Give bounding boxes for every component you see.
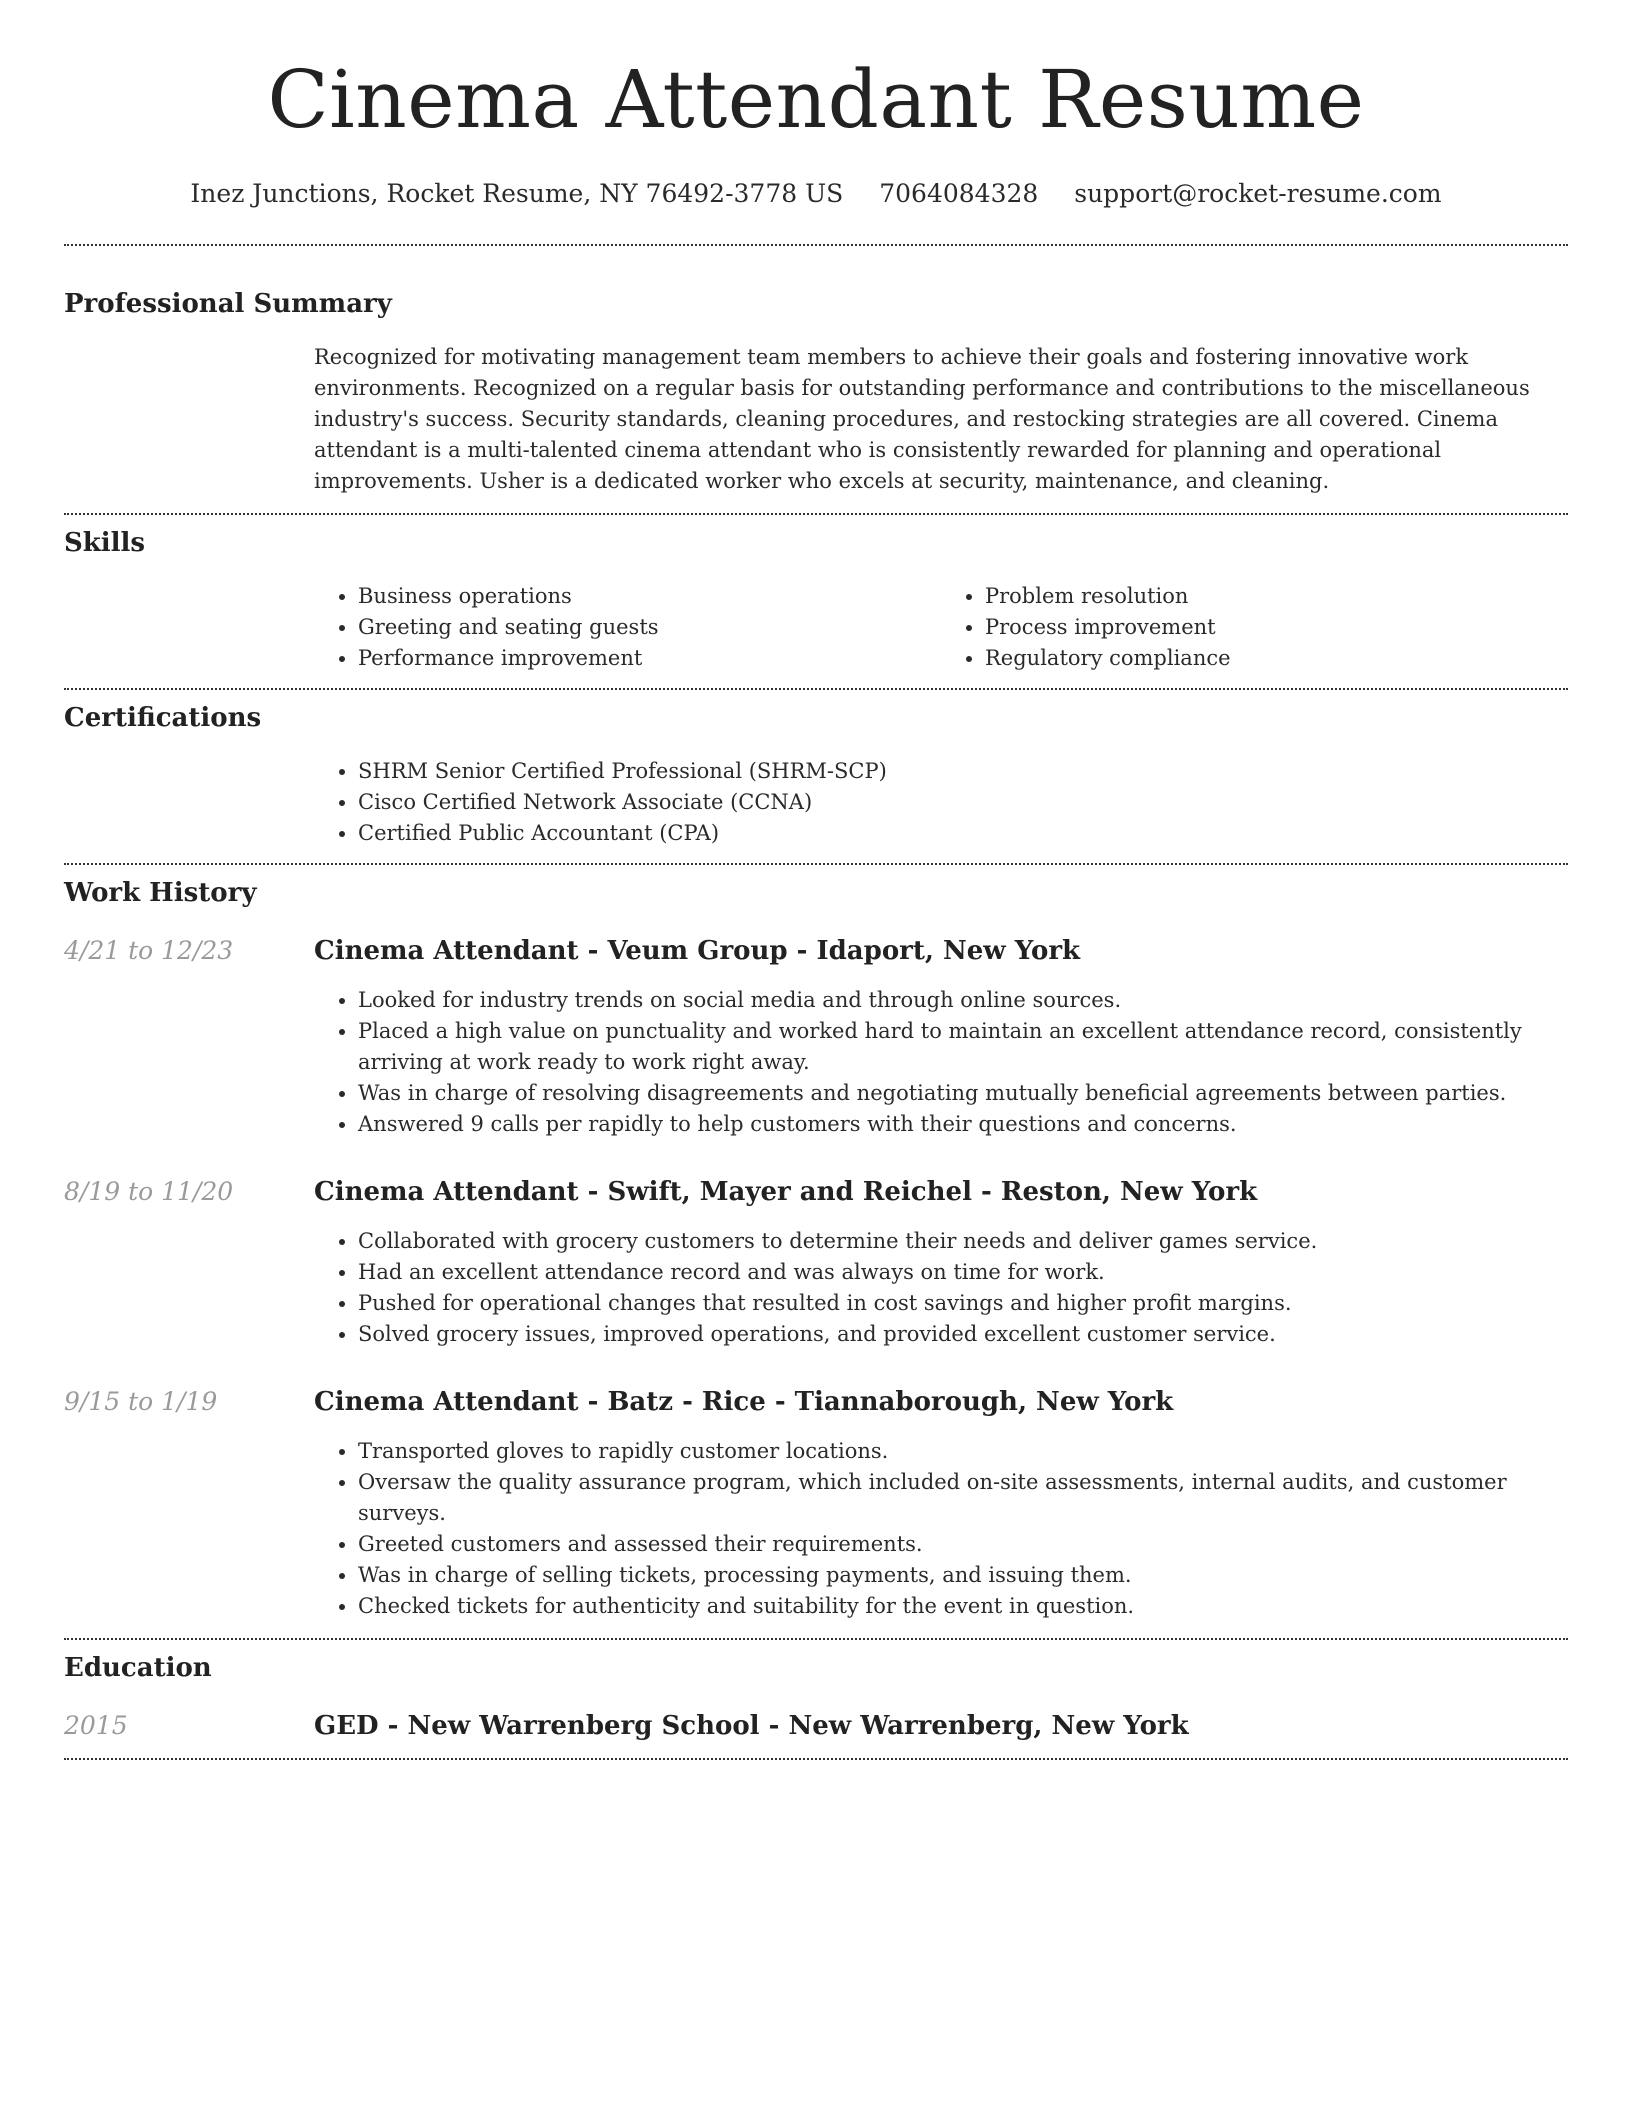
list-item: • Cisco Certified Network Associate (CCNA) [358,787,1568,818]
list-item: • Collaborated with grocery customers to determine their needs and deliver games service. [358,1226,1568,1257]
job-bullets [314,985,1568,1140]
list-item: • Placed a high value on punctuality and worked hard to maintain an excellent attendance record, consistently arriving at work ready to work right away. [358,1016,1568,1078]
list-item: • Was in charge of selling tickets, processing payments, and issuing them. [358,1560,1568,1591]
job-dates: 4/21 to 12/23 [64,936,234,965]
list-item: • Answered 9 calls per rapidly to help customers with their questions and concerns. [358,1109,1568,1140]
list-item: • Greeting and seating guests [358,612,941,643]
skills-list-left [314,581,941,674]
work-history-heading: Work History [64,878,257,908]
resume-title: Cinema Attendant Resume [267,53,1365,146]
job-entry [64,1386,1568,1622]
list-item: • Solved grocery issues, improved operations, and provided excellent customer service. [358,1319,1568,1350]
skills-list-right [941,581,1568,674]
list-item: • Process improvement [985,612,1568,643]
list-item: • Regulatory compliance [985,643,1568,674]
list-item: • Certified Public Accountant (CPA) [358,818,1568,849]
skills-heading: Skills [64,528,146,558]
list-item: • Looked for industry trends on social media and through online sources. [358,985,1568,1016]
contact-phone: 7064084328 [879,179,1039,208]
summary-spacer [64,342,314,497]
job-bullets [314,1226,1568,1350]
job-entry [64,1176,1568,1350]
summary-section [64,246,1568,497]
job-title: Cinema Attendant - Batz - Rice - Tiannaborough, New York [314,1387,1174,1417]
education-entry: GED - New Warrenberg School - New Warrenberg, New York [314,1711,1189,1741]
list-item: • Had an excellent attendance record and was always on time for work. [358,1257,1568,1288]
certifications-heading: Certifications [64,703,262,733]
education-section [64,1640,1568,1742]
job-title: Cinema Attendant - Swift, Mayer and Reichel - Reston, New York [314,1177,1258,1207]
list-item: • Greeted customers and assessed their requirements. [358,1529,1568,1560]
work-history-section [64,865,1568,1622]
list-item: • Transported gloves to rapidly customer locations. [358,1436,1568,1467]
contact-line [64,178,1568,210]
list-item: • Oversaw the quality assurance program, which included on-site assessments, internal audits, and customer surveys. [358,1467,1568,1529]
list-item: • Checked tickets for authenticity and suitability for the event in question. [358,1591,1568,1622]
list-item: • Was in charge of resolving disagreements and negotiating mutually beneficial agreements between parties. [358,1078,1568,1109]
job-bullets [314,1436,1568,1622]
list-item: • SHRM Senior Certified Professional (SHRM-SCP) [358,756,1568,787]
contact-email: support@rocket-resume.com [1074,179,1442,208]
contact-address: Inez Junctions, Rocket Resume, NY 76492-3778 US [190,179,844,208]
list-item: • Pushed for operational changes that resulted in cost savings and higher profit margins. [358,1288,1568,1319]
education-heading: Education [64,1653,212,1683]
summary-text: Recognized for motivating management team members to achieve their goals and fostering innovative work environments. Recognized on a regular basis for outstanding performance and contributions to the miscellaneous industry's success. Security standards, cleaning procedures, and restocking strategies are all covered. Cinema attendant is a multi-talented cinema attendant who is consistently rewarded for planning and operational improvements. Usher is a dedicated worker who excels at security, maintenance, and cleaning. [314,345,1530,493]
certifications-section [64,690,1568,849]
job-dates: 8/19 to 11/20 [64,1177,234,1206]
list-item: • Business operations [358,581,941,612]
list-item: • Performance improvement [358,643,941,674]
job-dates: 9/15 to 1/19 [64,1387,218,1416]
divider [64,1758,1568,1760]
certifications-list [314,756,1568,849]
skills-section [64,515,1568,674]
job-title: Cinema Attendant - Veum Group - Idaport, New York [314,936,1081,966]
list-item: • Problem resolution [985,581,1568,612]
job-entry [64,935,1568,1140]
education-year: 2015 [64,1711,128,1740]
summary-heading: Professional Summary [64,289,392,319]
